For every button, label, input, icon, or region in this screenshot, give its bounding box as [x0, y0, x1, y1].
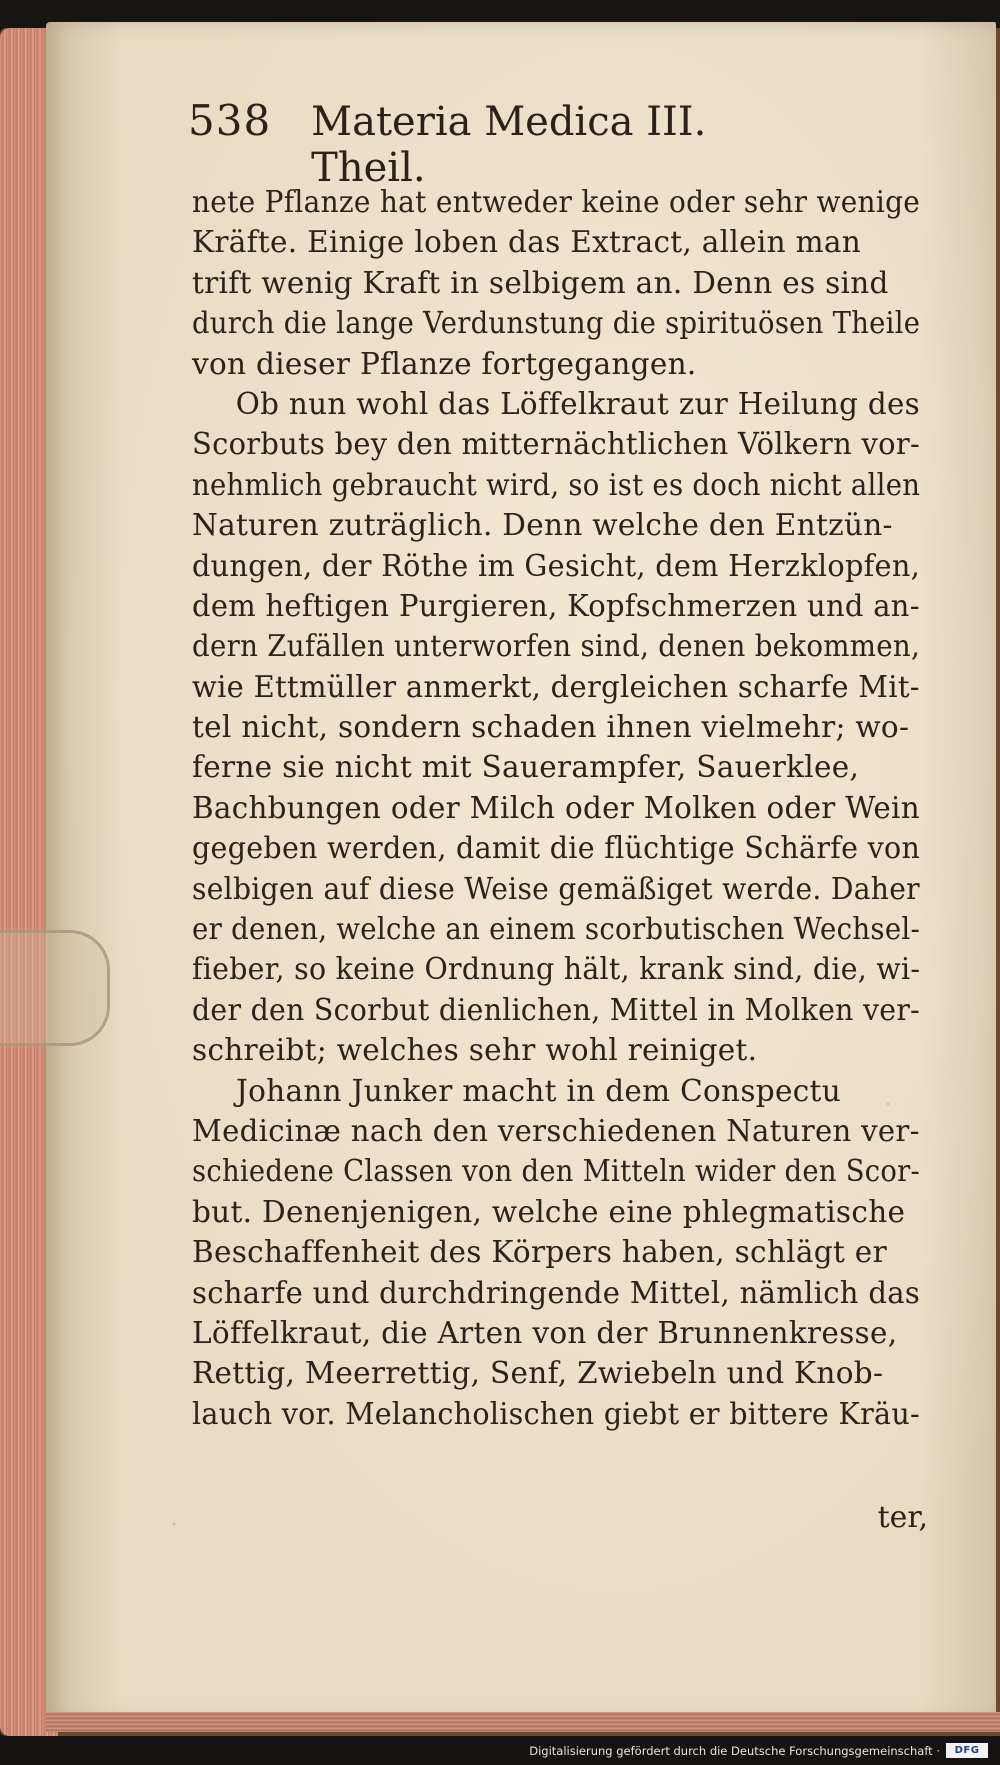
paragraph-start-line: Ob nun wohl das Löffelkraut zur Heilung des — [235, 386, 921, 421]
text-line: von dieser Pflanze fortgegangen. — [192, 346, 697, 381]
text-line: gegeben werden, damit die flüchtige Schärfe von — [192, 831, 921, 866]
text-line: Naturen zuträglich. Denn welche den Entzün- — [192, 508, 893, 543]
text-line: dern Zufällen unterworfen sind, denen bekommen, — [192, 629, 921, 664]
text-line: lauch vor. Melancholischen giebt er bittere Kräu- — [192, 1396, 920, 1431]
page-clip — [0, 930, 110, 1046]
page-bottom-edge — [46, 1712, 1000, 1732]
text-line: scharfe und durchdringende Mittel, nämlich das — [192, 1275, 921, 1310]
bleed-through-mark: · — [170, 1510, 179, 1540]
text-line: Kräfte. Einige loben das Extract, allein man — [192, 225, 862, 260]
body-text — [192, 182, 920, 1434]
text-line: durch die lange Verdunstung die spirituösen Theile — [192, 306, 921, 341]
text-line: Scorbuts bey den mitternächtlichen Völkern vor- — [192, 427, 921, 462]
text-line: trift wenig Kraft in selbigem an. Denn es sind — [192, 265, 889, 300]
text-line: nehmlich gebraucht wird, so ist es doch nicht allen — [192, 467, 921, 502]
funding-credit: Digitalisierung gefördert durch die Deutsche Forschungsgemeinschaft · — [529, 1744, 940, 1758]
text-line: Löffelkraut, die Arten von der Brunnenkresse, — [192, 1315, 898, 1350]
text-line: fieber, so keine Ordnung hält, krank sind, die, wi- — [192, 952, 921, 987]
text-line: Medicinæ nach den verschiedenen Naturen ver- — [192, 1113, 920, 1148]
running-title: Materia Medica III. Theil. — [311, 99, 707, 191]
text-line: Rettig, Meerrettig, Senf, Zwiebeln und Knob- — [192, 1356, 884, 1391]
text-line: wie Ettmüller anmerkt, dergleichen scharfe Mit- — [192, 669, 920, 704]
text-line: tel nicht, sondern schaden ihnen vielmehr; wo- — [192, 710, 910, 745]
running-header — [188, 96, 828, 191]
text-line: Beschaffenheit des Körpers haben, schlägt er — [192, 1235, 887, 1270]
text-line: selbigen auf diese Weise gemäßiget werde. Daher — [192, 871, 920, 906]
text-line: ferne sie nicht mit Sauerampfer, Sauerklee, — [192, 750, 860, 785]
text-line: schreibt; welches sehr wohl reiniget. — [192, 1033, 758, 1068]
text-line: dungen, der Röthe im Gesicht, dem Herzklopfen, — [192, 548, 921, 583]
text-line: dem heftigen Purgieren, Kopfschmerzen und an- — [192, 588, 920, 623]
catchword: ter, — [877, 1500, 928, 1535]
text-line: Bachbungen oder Milch oder Molken oder Wein — [192, 790, 920, 825]
dfg-logo: DFG — [946, 1743, 988, 1758]
text-line: er denen, welche an einem scorbutischen Wechsel- — [192, 912, 921, 947]
page-number: 538 — [188, 96, 272, 145]
text-line: nete Pflanze hat entweder keine oder sehr wenige — [192, 185, 921, 219]
text-line: der den Scorbut dienlichen, Mittel in Molken ver- — [192, 992, 921, 1027]
text-line: but. Denenjenigen, welche eine phlegmatische — [192, 1194, 906, 1229]
bleed-through-mark: · — [884, 1090, 893, 1120]
paragraph-start-line: Johann Junker macht in dem Conspectu — [236, 1073, 841, 1108]
text-line: schiedene Classen von den Mitteln wider den Scor- — [192, 1154, 921, 1189]
